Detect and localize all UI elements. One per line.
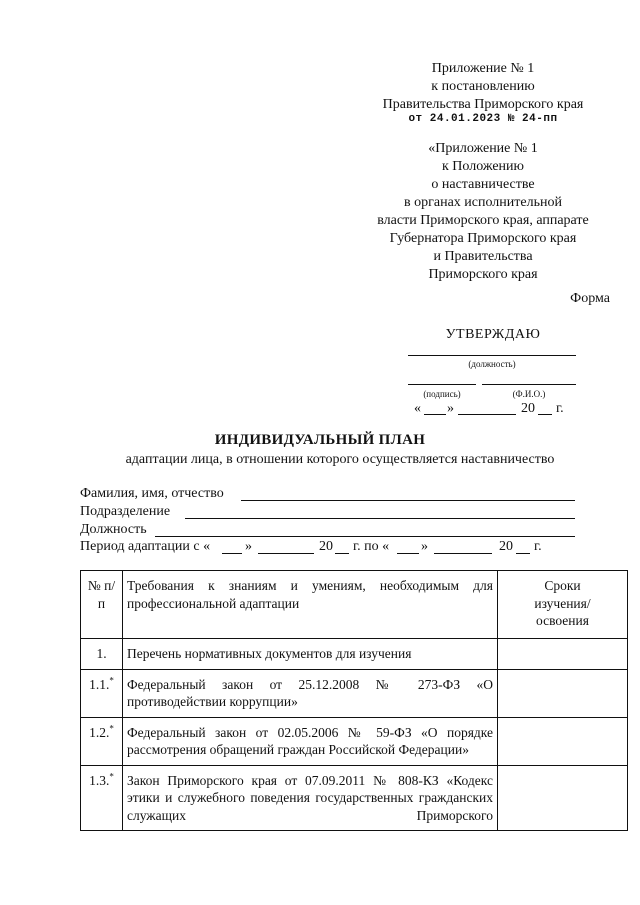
period-end-month-line[interactable] <box>434 553 492 554</box>
quoted-line: Приморского края <box>428 267 538 282</box>
period-end-day-line[interactable] <box>397 553 419 554</box>
period-start-year-line[interactable] <box>335 553 349 554</box>
department-label: Подразделение <box>80 504 171 519</box>
government-line: Правительства Приморского края <box>382 97 584 112</box>
row-term-cell[interactable] <box>498 717 628 765</box>
name-line <box>482 384 576 385</box>
row-number: 1.3.* <box>81 765 123 831</box>
quoted-line: к Положению <box>441 159 524 174</box>
period-end-year-prefix: 20 <box>499 539 513 554</box>
row-number: 1. <box>81 639 123 670</box>
position-caption: (должность) <box>468 359 516 369</box>
position-label: Должность <box>80 522 147 537</box>
quoted-line: «Приложение № 1 <box>428 141 538 156</box>
approve-date-close: » <box>447 401 454 416</box>
table-row <box>81 669 628 717</box>
row-requirement: Федеральный закон от 25.12.2008 № 273-ФЗ «О противодействии коррупции» <box>123 669 498 717</box>
period-start-day-line[interactable] <box>222 553 242 554</box>
row-requirement: Закон Приморского края от 07.09.2011 № 808-КЗ «Кодекс этики и служебного поведения государственных гражданских служащих Приморского <box>123 765 498 831</box>
header-terms: Сроки изучения/ освоения <box>498 571 628 639</box>
approve-day-line <box>424 414 446 415</box>
period-middle: г. по « <box>353 539 390 554</box>
quoted-line: о наставничестве <box>431 177 535 192</box>
position-field-line[interactable] <box>155 536 575 537</box>
period-prefix: Период адаптации с « <box>80 539 211 554</box>
full-name-label: Фамилия, имя, отчество <box>80 486 224 501</box>
approve-year-prefix: 20 <box>521 401 535 416</box>
quoted-appendix-block <box>350 140 616 284</box>
table-row <box>81 639 628 670</box>
signature-line <box>408 384 476 385</box>
plan-subtitle: адаптации лица, в отношении которого осуществляется наставничество <box>125 452 555 467</box>
table-row <box>81 717 628 765</box>
signature-caption: (подпись) <box>423 389 461 399</box>
quoted-line: и Правительства <box>433 249 533 264</box>
department-line[interactable] <box>185 518 575 519</box>
row-requirement: Федеральный закон от 02.05.2006 № 59-ФЗ «О порядке рассмотрения обращений граждан Российской Федерации» <box>123 717 498 765</box>
table-row <box>81 765 628 831</box>
plan-title: ИНДИВИДУАЛЬНЫЙ ПЛАН <box>214 432 426 448</box>
period-end-suffix: г. <box>534 539 542 554</box>
quoted-line: власти Приморского края, аппарате <box>377 213 589 228</box>
position-line <box>408 355 576 356</box>
quoted-line: в органах исполнительной <box>404 195 562 210</box>
row-requirement: Перечень нормативных документов для изучения <box>123 639 498 670</box>
approve-month-line <box>458 414 516 415</box>
period-start-year-prefix: 20 <box>319 539 333 554</box>
quoted-line: Губернатора Приморского края <box>389 231 577 246</box>
header-requirements: Требования к знаниям и умениям, необходимым для профессиональной адаптации <box>123 571 498 639</box>
row-number: 1.2.* <box>81 717 123 765</box>
approve-year-suffix: г. <box>556 401 564 416</box>
table-header-row <box>81 571 628 639</box>
period-end-year-line[interactable] <box>516 553 530 554</box>
approve-title: УТВЕРЖДАЮ <box>445 327 541 342</box>
row-term-cell[interactable] <box>498 669 628 717</box>
to-resolution: к постановлению <box>431 79 535 94</box>
approve-year-line <box>538 414 552 415</box>
row-term-cell[interactable] <box>498 765 628 831</box>
approve-date-open: « <box>414 401 421 416</box>
resolution-date-number: от 24.01.2023 № 24-пп <box>408 113 558 125</box>
form-label: Форма <box>570 291 610 306</box>
name-caption: (Ф.И.О.) <box>512 389 546 399</box>
period-end-close: » <box>421 539 428 554</box>
row-term-cell[interactable] <box>498 639 628 670</box>
row-number: 1.1.* <box>81 669 123 717</box>
appendix-title: Приложение № 1 <box>431 61 535 76</box>
header-number: № п/п <box>81 571 123 639</box>
period-start-close: » <box>245 539 252 554</box>
adaptation-plan-table <box>80 570 628 831</box>
period-start-month-line[interactable] <box>258 553 314 554</box>
full-name-line[interactable] <box>241 500 575 501</box>
